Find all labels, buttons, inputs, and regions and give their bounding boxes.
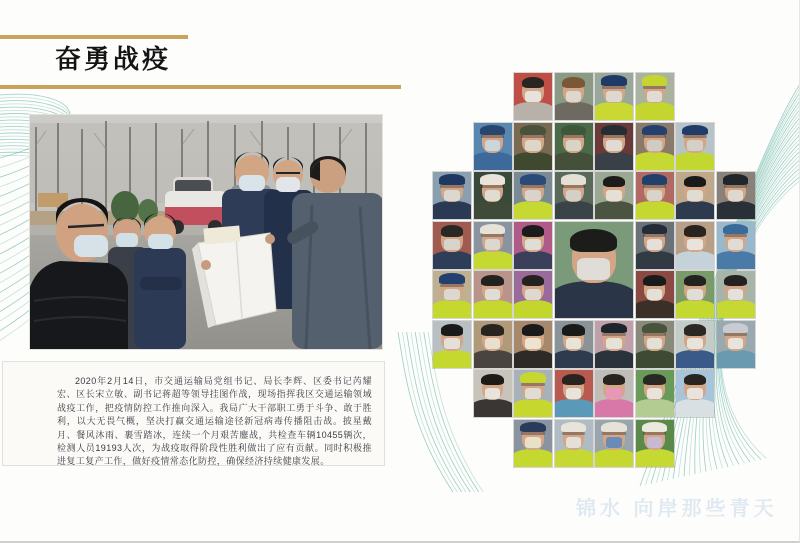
uniform-cap bbox=[601, 125, 627, 135]
uniform-shoulders bbox=[514, 251, 552, 269]
portrait-photo-traffic-police bbox=[636, 123, 674, 170]
uniform-shoulders bbox=[676, 251, 714, 269]
face-mask bbox=[444, 338, 460, 349]
face-mask bbox=[687, 289, 703, 300]
portrait-photo-hivis-worker bbox=[514, 271, 552, 318]
hair bbox=[522, 225, 545, 236]
portrait-photo-civilian-man bbox=[514, 321, 552, 368]
portrait-photo-blue-uniform-officer bbox=[474, 123, 512, 170]
face-mask bbox=[647, 190, 663, 201]
face-mask bbox=[525, 91, 541, 102]
face-mask bbox=[577, 258, 610, 280]
uniform-cap bbox=[439, 273, 465, 283]
portrait-photo-civilian-woman bbox=[514, 73, 552, 120]
portrait-photo-black-cap-officer bbox=[717, 172, 755, 219]
portrait-photo-hivis-hooded-worker bbox=[636, 73, 674, 120]
portrait-photo-nurse bbox=[555, 370, 593, 417]
face-mask bbox=[606, 437, 622, 448]
uniform-shoulders bbox=[595, 449, 633, 467]
face-mask bbox=[525, 140, 541, 151]
face-mask bbox=[647, 289, 663, 300]
portrait-photo-navy-cap-traffic-police bbox=[514, 420, 552, 467]
uniform-cap bbox=[601, 75, 627, 85]
face-mask bbox=[444, 289, 460, 300]
face-mask bbox=[525, 190, 541, 201]
uniform-shoulders bbox=[474, 152, 512, 170]
uniform-shoulders bbox=[555, 102, 593, 120]
uniform-shoulders bbox=[555, 152, 593, 170]
uniform-cap bbox=[480, 125, 506, 135]
portrait-photo-dark-coat-man bbox=[636, 271, 674, 318]
uniform-shoulders bbox=[636, 152, 674, 170]
portrait-photo-fire-officer bbox=[514, 123, 552, 170]
uniform-shoulders bbox=[474, 251, 512, 269]
hair bbox=[522, 77, 545, 88]
uniform-shoulders bbox=[433, 300, 471, 318]
uniform-shoulders bbox=[595, 152, 633, 170]
uniform-shoulders bbox=[555, 281, 634, 318]
uniform-shoulders bbox=[717, 251, 755, 269]
portrait-photo-goggles-medic bbox=[717, 321, 755, 368]
uniform-shoulders bbox=[433, 201, 471, 219]
inspection-scene-illustration bbox=[30, 115, 382, 349]
uniform-shoulders bbox=[676, 350, 714, 368]
uniform-shoulders bbox=[474, 201, 512, 219]
face-mask bbox=[728, 190, 744, 201]
uniform-shoulders bbox=[555, 201, 593, 219]
uniform-shoulders bbox=[636, 449, 674, 467]
hair bbox=[643, 374, 666, 385]
face-mask bbox=[566, 437, 582, 448]
portrait-photo-white-cap-officer bbox=[474, 172, 512, 219]
face-mask bbox=[566, 190, 582, 201]
face-mask bbox=[525, 388, 541, 399]
summary-panel bbox=[2, 361, 385, 466]
title-rule-top bbox=[0, 35, 188, 39]
uniform-shoulders bbox=[636, 300, 674, 318]
portrait-photo-glasses-hivis-man bbox=[433, 321, 471, 368]
uniform-cap bbox=[642, 75, 668, 85]
face-mask bbox=[525, 338, 541, 349]
face-mask bbox=[728, 239, 744, 250]
uniform-shoulders bbox=[555, 449, 593, 467]
uniform-cap bbox=[520, 372, 546, 382]
hair bbox=[603, 374, 626, 385]
hair bbox=[562, 324, 585, 335]
uniform-shoulders bbox=[433, 251, 471, 269]
uniform-shoulders bbox=[717, 350, 755, 368]
portrait-photo-blue-cap-traffic-police bbox=[514, 172, 552, 219]
face-mask bbox=[485, 289, 501, 300]
portrait-photo-white-cap-traffic-police bbox=[555, 420, 593, 467]
face-mask bbox=[606, 140, 622, 151]
hair bbox=[684, 324, 707, 335]
hair bbox=[441, 225, 464, 236]
uniform-shoulders bbox=[474, 300, 512, 318]
uniform-shoulders bbox=[676, 399, 714, 417]
hair bbox=[684, 176, 707, 187]
face-mask bbox=[647, 140, 663, 151]
hair bbox=[441, 324, 464, 335]
face-mask bbox=[525, 437, 541, 448]
title-rule-bottom bbox=[0, 85, 401, 89]
uniform-cap bbox=[642, 125, 668, 135]
uniform-shoulders bbox=[676, 201, 714, 219]
uniform-shoulders bbox=[636, 102, 674, 120]
uniform-cap bbox=[601, 323, 627, 333]
uniform-shoulders bbox=[636, 350, 674, 368]
hair bbox=[562, 77, 585, 88]
hair bbox=[481, 374, 504, 385]
portrait-photo-hivis-worker bbox=[474, 271, 512, 318]
face-mask bbox=[525, 289, 541, 300]
uniform-shoulders bbox=[514, 300, 552, 318]
hair bbox=[684, 275, 707, 286]
portrait-photo-hivis-worker bbox=[676, 271, 714, 318]
face-mask bbox=[687, 388, 703, 399]
uniform-shoulders bbox=[514, 399, 552, 417]
portrait-photo-traffic-police bbox=[433, 271, 471, 318]
uniform-shoulders bbox=[636, 251, 674, 269]
hair bbox=[570, 229, 617, 252]
face-mask bbox=[444, 239, 460, 250]
portrait-photo-long-hair-woman bbox=[474, 370, 512, 417]
uniform-shoulders bbox=[717, 300, 755, 318]
uniform-cap bbox=[520, 422, 546, 432]
inspection-scene-photo bbox=[30, 115, 382, 349]
hair bbox=[562, 374, 585, 385]
portrait-photo-traffic-police bbox=[636, 172, 674, 219]
uniform-shoulders bbox=[514, 152, 552, 170]
face-mask bbox=[728, 338, 744, 349]
page-title: 奋勇战疫 bbox=[55, 44, 172, 74]
portrait-photo-hivis-worker bbox=[717, 271, 755, 318]
portrait-photo-green-coat-woman bbox=[636, 370, 674, 417]
face-mask bbox=[606, 190, 622, 201]
face-mask bbox=[485, 190, 501, 201]
uniform-cap bbox=[723, 323, 749, 333]
hair bbox=[684, 225, 707, 236]
uniform-cap bbox=[520, 125, 546, 135]
watermark-text: 锦水 向岸那些青天 bbox=[576, 498, 778, 520]
portrait-photo-pink-mask-woman bbox=[595, 370, 633, 417]
portrait-photo-rescue-cap-officer bbox=[717, 222, 755, 269]
portrait-photo-black-cap-officer bbox=[595, 321, 633, 368]
uniform-shoulders bbox=[595, 399, 633, 417]
face-mask bbox=[647, 388, 663, 399]
hair bbox=[603, 176, 626, 187]
portrait-photo-glasses-officer bbox=[555, 321, 593, 368]
face-mask bbox=[525, 239, 541, 250]
uniform-cap bbox=[642, 323, 668, 333]
hair bbox=[724, 275, 747, 286]
portrait-collage bbox=[433, 73, 755, 467]
portrait-photo-glasses-man bbox=[474, 321, 512, 368]
portrait-photo-uniform-woman bbox=[433, 222, 471, 269]
uniform-cap bbox=[480, 224, 506, 234]
face-mask bbox=[647, 437, 663, 448]
portrait-photo-blue-mask-traffic-police bbox=[595, 420, 633, 467]
uniform-shoulders bbox=[514, 449, 552, 467]
uniform-shoulders bbox=[636, 399, 674, 417]
face-mask bbox=[485, 140, 501, 151]
face-mask bbox=[566, 140, 582, 151]
portrait-photo-white-coat-woman bbox=[676, 370, 714, 417]
face-mask bbox=[485, 239, 501, 250]
uniform-shoulders bbox=[595, 350, 633, 368]
uniform-shoulders bbox=[595, 102, 633, 120]
uniform-shoulders bbox=[676, 300, 714, 318]
face-mask bbox=[647, 239, 663, 250]
uniform-shoulders bbox=[595, 201, 633, 219]
face-mask bbox=[687, 190, 703, 201]
portrait-photo-glasses-man bbox=[514, 222, 552, 269]
uniform-shoulders bbox=[676, 152, 714, 170]
portrait-photo-armed-police-officer bbox=[555, 123, 593, 170]
face-mask bbox=[485, 338, 501, 349]
face-mask bbox=[606, 91, 622, 102]
portrait-photo-civilian-man bbox=[676, 172, 714, 219]
uniform-cap bbox=[561, 125, 587, 135]
face-mask bbox=[687, 239, 703, 250]
face-mask bbox=[687, 140, 703, 151]
portrait-photo-navy-cap-officer bbox=[595, 123, 633, 170]
portrait-photo-white-cap-officer bbox=[555, 172, 593, 219]
portrait-photo-navy-cap-officer bbox=[636, 222, 674, 269]
portrait-photo-police-officer-large bbox=[555, 222, 634, 319]
uniform-cap bbox=[561, 422, 587, 432]
uniform-cap bbox=[439, 174, 465, 184]
uniform-shoulders bbox=[555, 399, 593, 417]
face-mask bbox=[728, 289, 744, 300]
face-mask bbox=[606, 388, 622, 399]
uniform-shoulders bbox=[433, 350, 471, 368]
portrait-photo-fire-officer bbox=[636, 321, 674, 368]
face-mask bbox=[485, 388, 501, 399]
uniform-shoulders bbox=[636, 201, 674, 219]
portrait-photo-civilian-man bbox=[676, 222, 714, 269]
portrait-photo-green-uniform-officer bbox=[595, 172, 633, 219]
uniform-cap bbox=[642, 422, 668, 432]
uniform-cap bbox=[682, 125, 708, 135]
portrait-photo-long-hair-woman bbox=[555, 73, 593, 120]
uniform-cap bbox=[480, 174, 506, 184]
uniform-cap bbox=[601, 422, 627, 432]
portrait-photo-navy-officer bbox=[433, 172, 471, 219]
portrait-photo-saluting-traffic-police bbox=[474, 222, 512, 269]
uniform-shoulders bbox=[555, 350, 593, 368]
face-mask bbox=[444, 190, 460, 201]
face-mask bbox=[566, 338, 582, 349]
hair bbox=[684, 374, 707, 385]
hair bbox=[481, 275, 504, 286]
uniform-shoulders bbox=[717, 201, 755, 219]
uniform-shoulders bbox=[474, 350, 512, 368]
hair bbox=[522, 324, 545, 335]
portrait-photo-uniform-woman bbox=[676, 321, 714, 368]
face-mask bbox=[566, 388, 582, 399]
uniform-shoulders bbox=[514, 102, 552, 120]
hair bbox=[643, 275, 666, 286]
face-mask bbox=[606, 338, 622, 349]
face-mask bbox=[566, 91, 582, 102]
face-mask bbox=[647, 91, 663, 102]
uniform-cap bbox=[561, 174, 587, 184]
uniform-cap bbox=[642, 174, 668, 184]
face-mask bbox=[687, 338, 703, 349]
hair bbox=[522, 275, 545, 286]
uniform-shoulders bbox=[514, 350, 552, 368]
uniform-cap bbox=[642, 224, 668, 234]
uniform-shoulders bbox=[514, 201, 552, 219]
portrait-photo-traffic-police bbox=[676, 123, 714, 170]
portrait-photo-white-cap-traffic-police bbox=[636, 420, 674, 467]
portrait-photo-traffic-police bbox=[595, 73, 633, 120]
summary-paragraph: 2020年2月14日，市交通运输局党组书记、局长李辉、区委书记芮耀宏、区长宋立敏、副书记蒋超等领导挂图作战，现场指挥我区交通运输领域战疫工作，把疫情防控工作推向深入。我局广大干部职工勇于斗争、敢于胜利，以大无畏气概，坚决打赢交通运输途径新冠病毒传播阻击战。披星戴月、餐风沐雨、裹雪踏冰，连续一个月艰苦鏖战，共检查车辆10455辆次，检测人员19193人次，为战疫取得阶段性胜利做出了应有贡献。同时积极推进复工复产工作，做好疫情常态化防控，确保经济持续健康发展。 bbox=[57, 376, 372, 467]
uniform-cap bbox=[723, 174, 749, 184]
uniform-cap bbox=[723, 224, 749, 234]
uniform-cap bbox=[520, 174, 546, 184]
hair bbox=[481, 324, 504, 335]
portrait-photo-fur-hood-hivis-worker bbox=[514, 370, 552, 417]
face-mask bbox=[647, 338, 663, 349]
uniform-shoulders bbox=[474, 399, 512, 417]
